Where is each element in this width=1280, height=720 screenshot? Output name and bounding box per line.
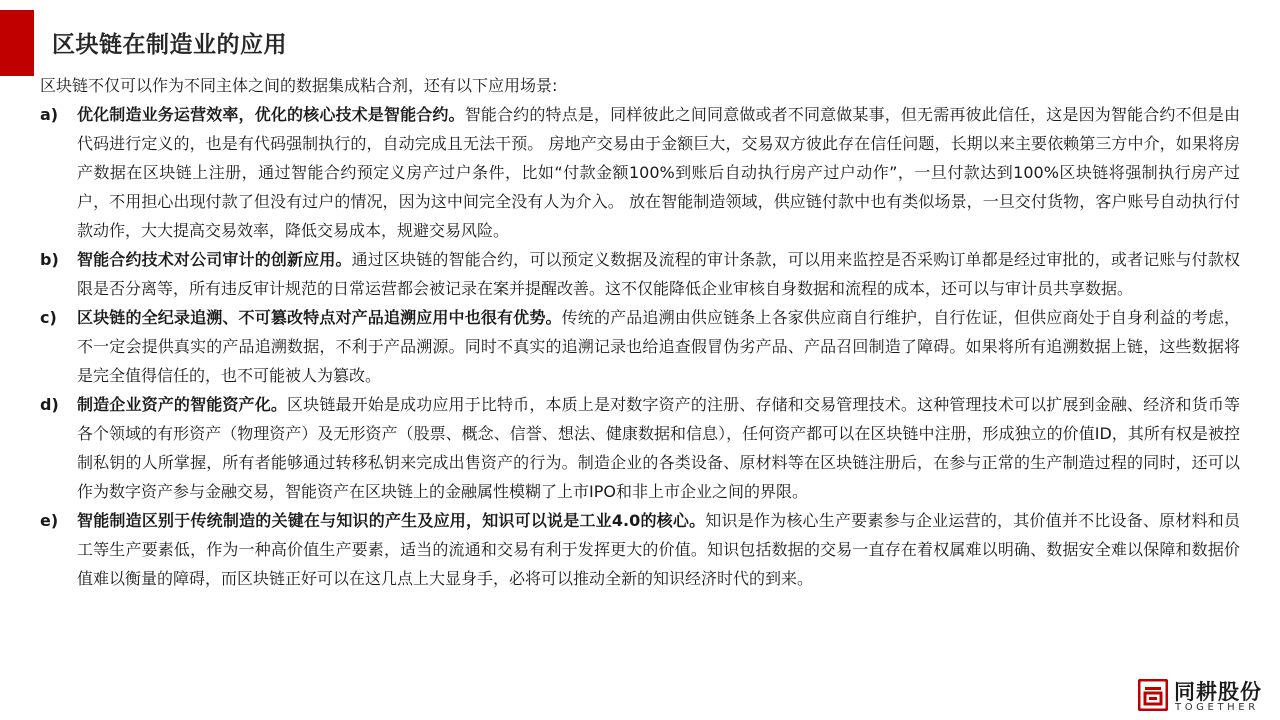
item-body: 智能合约的特点是，同样彼此之间同意做或者不同意做某事，但无需再彼此信任，这是因为智能合约不但是由代码进行定义的，也是有代码强制执行的，自动完成且无法干预。 房地产交易由于金额巨大，交易双方彼此存在信任问题，长期以来主要依赖第三方中介，如果将房产数据在区块链上注册，通过智能合约预定义房产过户条件，比如“付款金额100%到账后自动执行房产过户动作”，一旦付款达到100%区块链将强制执行房产过户，不用担心出现付款了但没有过户的情况，因为这中间完全没有人为介入。 放在智能制造领域，供应链付款中也有类似场景，一旦交付货物，客户账号自动执行付款动作，大大提高交易效率，降低交易成本，规避交易风险。 — [77, 105, 1240, 240]
title-accent-bar — [0, 10, 34, 76]
item-lead: 优化制造业务运营效率，优化的核心技术是智能合约。 — [77, 105, 465, 124]
item-marker: c) — [40, 308, 57, 327]
company-logo — [1138, 678, 1274, 714]
item-lead: 制造企业资产的智能资产化。 — [77, 395, 288, 414]
intro-text: 区块链不仅可以作为不同主体之间的数据集成粘合剂，还有以下应用场景: — [40, 76, 558, 95]
item-body: 知识是作为核心生产要素参与企业运营的，其价值并不比设备、原材料和员工等生产要素低，作为一种高价值生产要素，适当的流通和交易有利于发挥更大的价值。知识包括数据的交易一直存在着权属难以明确、数据安全难以保障和数据价值难以衡量的障碍，而区块链正好可以在这几点上大显身手，必将可以推动全新的知识经济时代的到来。 — [77, 511, 1240, 588]
list-item-e — [40, 506, 1240, 593]
logo-name: 同耕股份 — [1174, 680, 1262, 704]
item-marker: d) — [40, 395, 59, 414]
item-marker: b) — [40, 250, 59, 269]
item-body: 区块链最开始是成功应用于比特币，本质上是对数字资产的注册、存储和交易管理技术。这种管理技术可以扩展到金融、经济和货币等各个领域的有形资产（物理资产）及无形资产（股票、概念、信誉、想法、健康数据和信息），任何资产都可以在区块链中注册，形成独立的价值ID，其所有权是被控制私钥的人所掌握，所有者能够通过转移私钥来完成出售资产的行为。制造企业的各类设备、原材料等在区块链注册后，在参与正常的生产制造过程的同时，还可以作为数字资产参与金融交易，智能资产在区块链上的金融属性模糊了上市IPO和非上市企业之间的界限。 — [77, 395, 1240, 501]
list-item-d — [40, 390, 1240, 506]
page-title: 区块链在制造业的应用 — [52, 32, 287, 58]
logo-subtitle: TOGETHER — [1175, 702, 1259, 713]
list-item-a — [40, 100, 1240, 245]
item-lead: 智能合约技术对公司审计的创新应用。 — [77, 250, 352, 269]
list-item-c — [40, 303, 1240, 390]
item-body: 通过区块链的智能合约，可以预定义数据及流程的审计条款，可以用来监控是否采购订单都是经过审批的，或者记账与付款权限是否分离等，所有违反审计规范的日常运营都会被记录在案并提醒改善。这不仅能降低企业审核自身数据和流程的成本，还可以与审计员共享数据。 — [77, 250, 1240, 298]
item-marker: a) — [40, 105, 59, 124]
item-lead: 智能制造区别于传统制造的关键在与知识的产生及应用，知识可以说是工业4.0的核心。 — [77, 511, 706, 530]
item-lead: 区块链的全纪录追溯、不可篡改特点对产品追溯应用中也很有优势。 — [77, 308, 562, 327]
logo-mark-icon — [1138, 679, 1168, 711]
content-list — [40, 100, 1240, 593]
list-item-b — [40, 245, 1240, 303]
item-body: 传统的产品追溯由供应链条上各家供应商自行维护，自行佐证，但供应商处于自身利益的考虑，不一定会提供真实的产品追溯数据，不利于产品溯源。同时不真实的追溯记录也给追查假冒伪劣产品、产品召回制造了障碍。如果将所有追溯数据上链，这些数据将是完全值得信任的，也不可能被人为篡改。 — [77, 308, 1240, 385]
item-marker: e) — [40, 511, 59, 530]
